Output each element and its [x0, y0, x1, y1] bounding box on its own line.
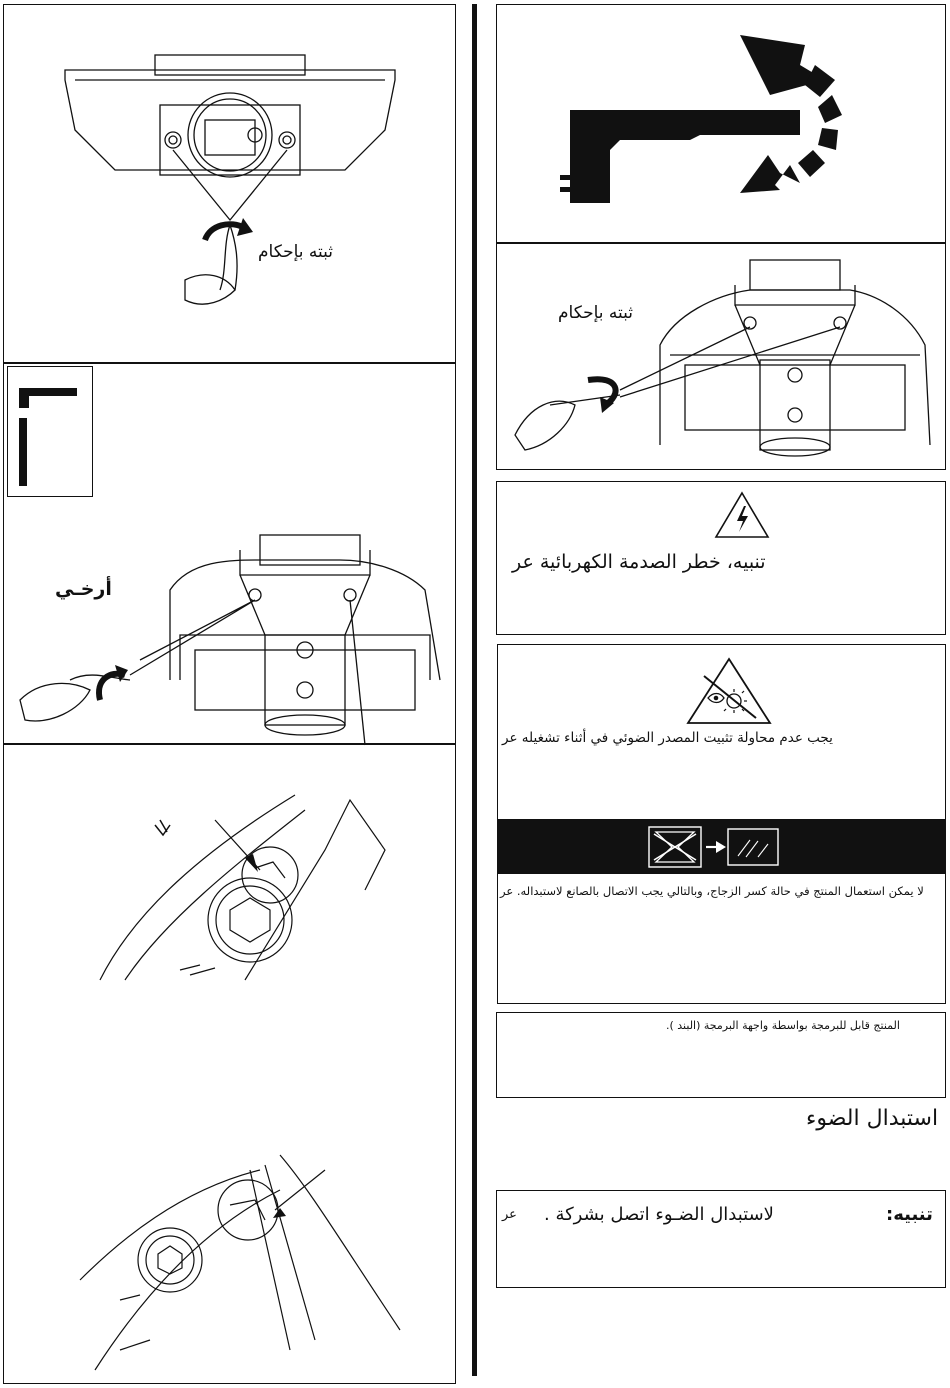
right-tighten-label: ثبته بإحكام: [558, 303, 634, 323]
caution-text: لاستبدال الضـوء اتصل بشركة .: [544, 1204, 774, 1225]
glass-clip-detail-illustration-2: [80, 1150, 410, 1380]
column-divider: [472, 4, 477, 1376]
lamp-underside-illustration-right: [510, 255, 940, 460]
caution-prefix: تنبيه:: [886, 1204, 933, 1225]
programming-note-text: المنتج قابل للبرمجة بواسطة واجهة البرمجة (البند ).: [666, 1019, 900, 1032]
lamp-underside-illustration-left: [10, 530, 450, 745]
left-divider-1: [3, 362, 456, 364]
arm-rotation-illustration: [560, 35, 850, 215]
electric-shock-warning-text: تنبيه، خطر الصدمة الكهربائية عر: [512, 551, 766, 573]
side-mount-icon: [15, 378, 85, 490]
left-loosen-label: أرخـي: [55, 578, 112, 600]
glass-clip-detail-illustration: [95, 790, 385, 985]
caution-suffix: عر: [502, 1207, 517, 1222]
right-top-divider: [496, 242, 946, 244]
lamp-top-illustration: [55, 50, 405, 330]
no-look-light-icon: [686, 656, 772, 726]
high-voltage-icon: [713, 490, 771, 540]
left-tighten-label: ثبته بإحكام: [258, 242, 334, 262]
section-title: استبدال الضوء: [806, 1106, 939, 1131]
light-source-warning-text: يجب عدم محاولة تثبيت المصدر الضوئي في أثناء تشغيله عر: [502, 730, 833, 746]
broken-glass-warning-text: لا يمكن استعمال المنتج في حالة كسر الزجاج، وبالتالي يجب الاتصال بالصانع لاستبداله. عر: [500, 884, 924, 898]
broken-glass-replace-icon: [648, 826, 780, 868]
